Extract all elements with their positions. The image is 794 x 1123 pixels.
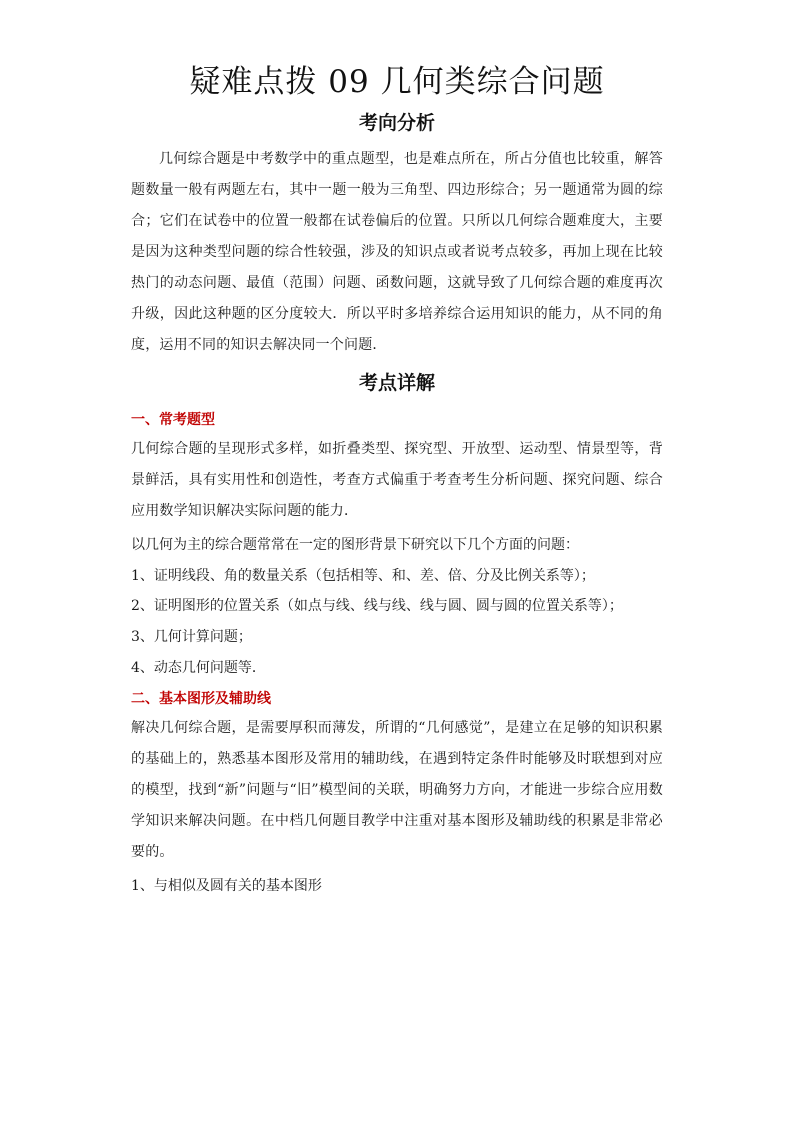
subheading-basic-figures: 二、基本图形及辅助线	[131, 691, 271, 707]
section-heading-analysis: 考向分析	[358, 112, 435, 134]
basic-figures-paragraph: 解决几何综合题，是需要厚积而薄发，所谓的“几何感觉”，是建立在足够的知识积累的基础上的，熟悉基本图形及常用的辅助线，在遇到特定条件时能够及时联想到对应的模型，找到“新”问题与“旧”模型间的关联，明确努力方向，才能进一步综合应用数学知识来解决问题。在中档几何题目教学中注重对基本图形及辅助线的积累是非常必要的。	[131, 720, 663, 860]
subsection-label: 1、与相似及圆有关的基本图形	[131, 878, 322, 894]
analysis-paragraph: 几何综合题是中考数学中的重点题型，也是难点所在，所占分值也比较重，解答题数量一般有两题左右，其中一题一般为三角型、四边形综合；另一题通常为圆的综合；它们在试卷中的位置一般都在试卷偏后的位置。只所以几何综合题难度大，主要是因为这种类型问题的综合性较强，涉及的知识点或者说考点较多，再加上现在比较热门的动态问题、最值（范围）问题、函数问题，这就导致了几何综合题的难度再次升级，因此这种题的区分度较大．所以平时多培养综合运用知识的能力，从不同的角度，运用不同的知识去解决同一个问题．	[131, 151, 663, 353]
subheading-common-types: 一、常考题型	[131, 412, 215, 428]
list-item: 3、几何计算问题；	[131, 629, 252, 645]
list-item: 1、证明线段、角的数量关系（包括相等、和、差、倍、分及比例关系等）；	[131, 568, 595, 584]
page-title: 疑难点拨 09 几何类综合问题	[189, 64, 605, 100]
problem-intro-line: 以几何为主的综合题常常在一定的图形背景下研究以下几个方面的问题：	[131, 537, 579, 553]
list-item: 4、动态几何问题等．	[131, 660, 266, 676]
list-item: 2、证明图形的位置关系（如点与线、线与线、线与圆、圆与圆的位置关系等）；	[131, 598, 623, 614]
common-types-paragraph: 几何综合题的呈现形式多样，如折叠类型、探究型、开放型、运动型、情景型等，背景鲜活，具有实用性和创造性，考查方式偏重于考查考生分析问题、探究问题、综合应用数学知识解决实际问题的能力．	[131, 441, 663, 519]
section-heading-details: 考点详解	[358, 372, 435, 394]
